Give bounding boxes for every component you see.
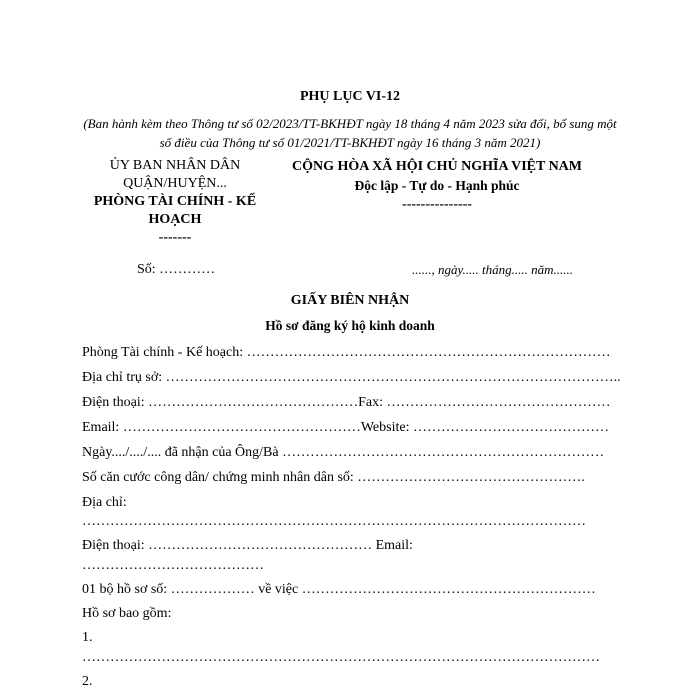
- form-line-item-2: 2.: [82, 674, 93, 689]
- issuing-authority: [75, 157, 275, 247]
- document-date: ......, ngày..... tháng..... năm......: [412, 262, 574, 277]
- form-line-applicant-email-dots: …………………………………: [82, 558, 264, 573]
- form-line-item-1: 1.: [82, 630, 93, 645]
- document-number: Số: …………: [137, 262, 216, 277]
- form-line-phone-fax: Điện thoại: ………………………………………Fax: …………………………………………: [82, 395, 611, 410]
- authority-line-3: PHÒNG TÀI CHÍNH - KẾ: [93, 194, 257, 209]
- authority-line-1: ỦY BAN NHÂN DÂN: [109, 158, 241, 173]
- form-line-applicant-address-dots: ………………………………………………………………………………………………: [82, 514, 586, 529]
- national-motto: Độc lập - Tự do - Hạnh phúc: [354, 178, 520, 193]
- document-subtitle: Hồ sơ đăng ký hộ kinh doanh: [265, 318, 435, 333]
- country-name: CỘNG HÒA XÃ HỘI CHỦ NGHĨA VIỆT NAM: [291, 159, 582, 174]
- form-line-dossier-number: 01 bộ hồ sơ số: ……………… về việc ………………………………………………………: [82, 582, 596, 597]
- form-line-id-number: Số căn cước công dân/ chứng minh nhân dân số: ………………………………………….: [82, 470, 585, 485]
- authority-line-4: HOẠCH: [148, 212, 202, 227]
- national-divider: ---------------: [402, 197, 472, 212]
- appendix-note: (Ban hành kèm theo Thông tư số 02/2023/TT-BKHĐT ngày 18 tháng 4 năm 2023 sửa đổi, bổ sung một số điều của Thông tư số 01/2021/TT-BKHĐT ngày 16 tháng 3 năm 2021): [83, 116, 617, 150]
- form-line-address: Địa chỉ trụ sở: ……………………………………………………………………………………..: [82, 370, 621, 385]
- form-line-dossier-contents: Hồ sơ bao gồm:: [82, 606, 172, 621]
- form-line-email-website: Email: ……………………………………………Website: ……………………………………: [82, 420, 609, 435]
- authority-line-2: QUẬN/HUYỆN...: [123, 176, 227, 191]
- national-header: [282, 157, 592, 214]
- form-line-applicant-phone-email: Điện thoại: ………………………………………… Email:: [82, 538, 413, 553]
- form-line-received-from: Ngày..../..../.... đã nhận của Ông/Bà ……………………………………………………………: [82, 445, 605, 460]
- authority-divider: -------: [158, 230, 192, 245]
- form-line-item-1-dots: …………………………………………………………………………………………………: [82, 650, 600, 665]
- document-title: GIẤY BIÊN NHẬN: [290, 293, 410, 308]
- appendix-title: PHỤ LỤC VI-12: [299, 89, 401, 104]
- form-line-office: Phòng Tài chính - Kế hoạch: ……………………………………………………………………: [82, 345, 611, 360]
- form-line-applicant-address-label: Địa chỉ:: [82, 495, 127, 510]
